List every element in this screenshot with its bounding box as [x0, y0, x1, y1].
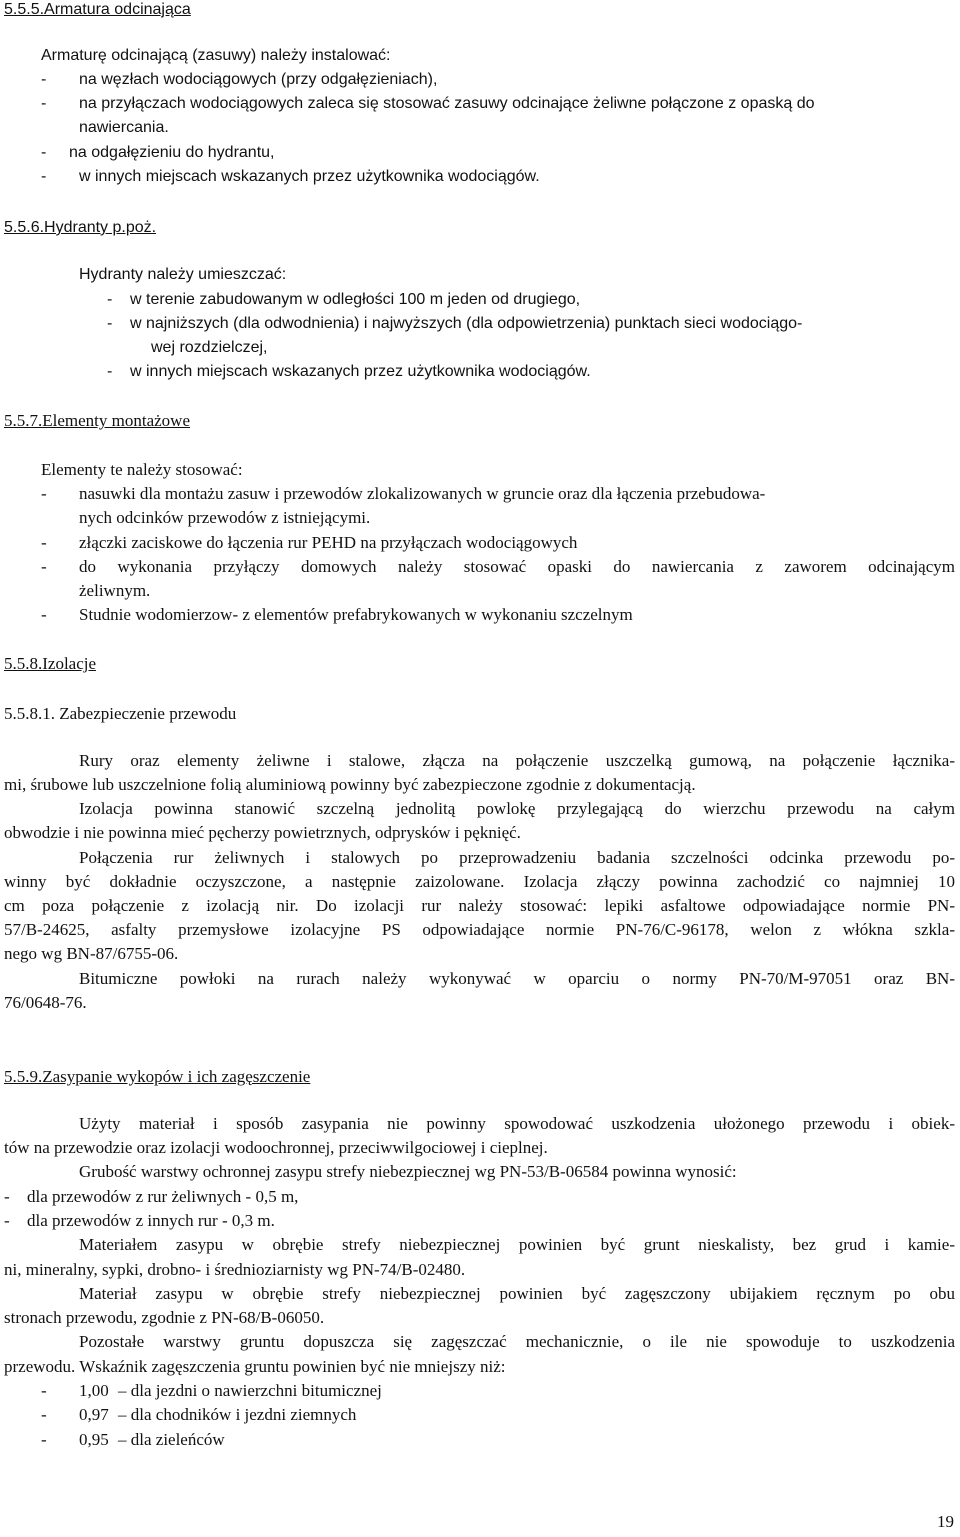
paragraph-line: winny być dokładnie oczyszczone, a następnie zaizolowane. Izolacja złączy powinna zachodzić co najmniej 10 [4, 872, 955, 891]
list-dash: - [41, 1381, 47, 1400]
value-number: 1,00 [79, 1381, 109, 1400]
list-dash: - [4, 1211, 10, 1230]
section-heading-armatura: 5.5.5.Armatura odcinająca [4, 1, 191, 18]
list-item: dla przewodów z innych rur - 0,3 m. [27, 1211, 275, 1230]
list-dash: - [41, 1430, 47, 1449]
list-item-continuation: nych odcinków przewodów z istniejącymi. [79, 508, 371, 527]
list-item: Studnie wodomierzow- z elementów prefabrykowanych w wykonaniu szczelnym [79, 605, 633, 624]
list-item: na węzłach wodociągowych (przy odgałęzieniach), [79, 71, 438, 88]
section-intro-hydranty: Hydranty należy umieszczać: [79, 266, 287, 283]
paragraph-line: Materiał zasypu w obrębie strefy niebezpiecznej powinien być zagęszczony ubijakiem ręcznym po obu [79, 1284, 955, 1303]
list-dash: - [41, 605, 47, 624]
paragraph-line: Grubość warstwy ochronnej zasypu strefy niebezpiecznej wg PN-53/B-06584 powinna wynosić: [79, 1162, 737, 1181]
section-heading-izolacje: 5.5.8.Izolacje [4, 654, 97, 673]
paragraph-line: przewodu. Wskaźnik zagęszczenia gruntu powinien być nie mniejszy niż: [4, 1357, 506, 1376]
paragraph-line: mi, śrubowe lub uszczelnione folią aluminiową powinny być zabezpieczone zgodnie z dokumentacją. [4, 775, 696, 794]
list-dash: - [41, 533, 47, 552]
list-item-continuation: żeliwnym. [79, 581, 151, 600]
paragraph-line: cm poza połączenie z izolacją nir. Do izolacji rur należy stosować: lepiki asfaltowe odpowiadające normie PN- [4, 896, 955, 915]
list-dash: - [41, 484, 47, 503]
list-item: w najniższych (dla odwodnienia) i najwyższych (dla odpowietrzenia) punktach sieci wodociągo- [130, 315, 803, 332]
list-dash: - [41, 168, 47, 185]
paragraph-line: Materiałem zasypu w obrębie strefy niebezpiecznej powinien być grunt nieskalisty, bez grud i kamie- [79, 1235, 955, 1254]
list-item: w innych miejscach wskazanych przez użytkownika wodociągów. [130, 363, 591, 380]
list-dash: - [107, 291, 113, 308]
paragraph-line: tów na przewodzie oraz izolacji wodoochronnej, przeciwwilgociowej i cieplnej. [4, 1138, 548, 1157]
page-number: 19 [937, 1512, 954, 1531]
list-dash: - [41, 557, 47, 576]
list-dash: - [107, 315, 113, 332]
list-item: na przyłączach wodociągowych zaleca się stosować zasuwy odcinające żeliwne połączone z opaską do [79, 95, 815, 112]
list-item: nasuwki dla montażu zasuw i przewodów zlokalizowanych w gruncie oraz dla łączenia przebudowa- [79, 484, 766, 503]
value-description: – dla chodników i jezdni ziemnych [118, 1405, 357, 1424]
paragraph-line: stronach przewodu, zgodnie z PN-68/B-06050. [4, 1308, 325, 1327]
list-item: na odgałęzieniu do hydrantu, [69, 144, 275, 161]
list-dash: - [41, 71, 47, 88]
section-heading-zasypanie: 5.5.9.Zasypanie wykopów i ich zagęszczenie [4, 1067, 311, 1086]
list-item-continuation: nawiercania. [79, 119, 169, 136]
list-dash: - [107, 363, 113, 380]
paragraph-line: Izolacja powinna stanowić szczelną jednolitą powlokę przylegającą do wierzchu przewodu na całym [79, 799, 955, 818]
paragraph-line: Pozostałe warstwy gruntu dopuszcza się zagęszczać mechanicznie, o ile nie spowoduje to uszkodzenia [79, 1332, 955, 1351]
value-description: – dla jezdni o nawierzchni bitumicznej [118, 1381, 382, 1400]
value-number: 0,95 [79, 1430, 109, 1449]
paragraph-line: nego wg BN-87/6755-06. [4, 944, 179, 963]
list-dash: - [41, 1405, 47, 1424]
value-description: – dla zieleńców [118, 1430, 225, 1449]
paragraph-line: Połączenia rur żeliwnych i stalowych po przeprowadzeniu badania szczelności odcinka przewodu po- [79, 848, 955, 867]
list-item: w terenie zabudowanym w odległości 100 m jeden od drugiego, [130, 291, 581, 308]
paragraph-line: obwodzie i nie powinna mieć pęcherzy powietrznych, odprysków i pęknięć. [4, 823, 521, 842]
list-dash: - [41, 95, 47, 112]
list-item: w innych miejscach wskazanych przez użytkownika wodociągów. [79, 168, 540, 185]
list-dash: - [41, 144, 47, 161]
value-number: 0,97 [79, 1405, 109, 1424]
paragraph-line: Rury oraz elementy żeliwne i stalowe, złącza na połączenie uszczelką gumową, na połączenie łącznika- [79, 751, 955, 770]
section-heading-elementy: 5.5.7.Elementy montażowe [4, 411, 191, 430]
list-item-continuation: wej rozdzielczej, [151, 339, 268, 356]
list-item: do wykonania przyłączy domowych należy stosować opaski do nawiercania z zaworem odcinającym [79, 557, 955, 576]
list-item: dla przewodów z rur żeliwnych - 0,5 m, [27, 1187, 299, 1206]
subsection-heading-zabezpieczenie: 5.5.8.1. Zabezpieczenie przewodu [4, 704, 237, 723]
list-dash: - [4, 1187, 10, 1206]
paragraph-line: ni, mineralny, sypki, drobno- i średnioziarnisty wg PN-74/B-02480. [4, 1260, 466, 1279]
section-heading-hydranty: 5.5.6.Hydranty p.poż. [4, 219, 157, 236]
list-item: złączki zaciskowe do łączenia rur PEHD na przyłączach wodociągowych [79, 533, 578, 552]
paragraph-line: 76/0648-76. [4, 993, 87, 1012]
paragraph-line: Bitumiczne powłoki na rurach należy wykonywać w oparciu o normy PN-70/M-97051 oraz BN- [79, 969, 955, 988]
section-intro-armatura: Armaturę odcinającą (zasuwy) należy instalować: [41, 47, 391, 64]
paragraph-line: 57/B-24625, asfalty przemysłowe izolacyjne PS odpowiadające normie PN-76/C-96178, welon z włókna szkla- [4, 920, 955, 939]
paragraph-line: Użyty materiał i sposób zasypania nie powinny spowodować uszkodzenia ułożonego przewodu i obiek- [79, 1114, 955, 1133]
section-intro-elementy: Elementy te należy stosować: [41, 460, 243, 479]
